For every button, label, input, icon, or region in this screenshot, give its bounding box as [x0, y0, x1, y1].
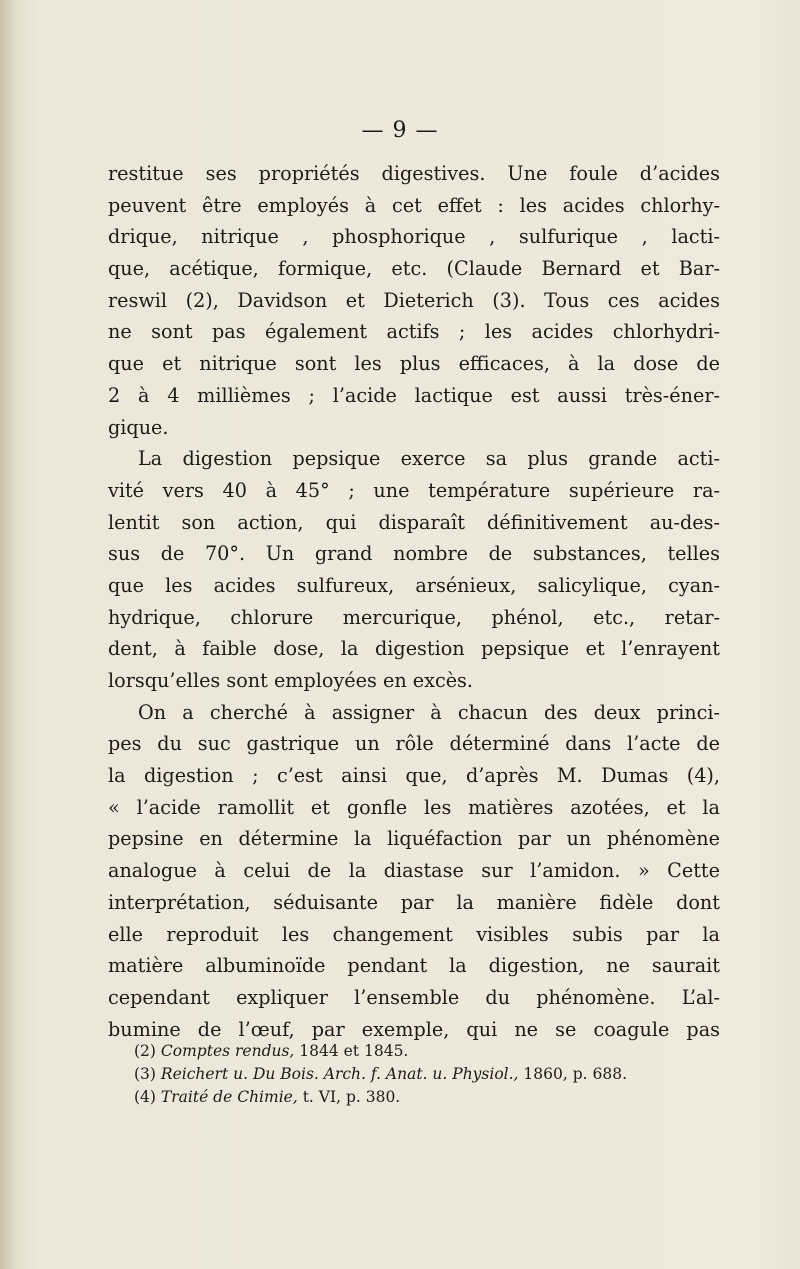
text-line: dent, à faible dose, la digestion pepsique et l’enrayent [108, 637, 720, 661]
text-line: la digestion ; c’est ainsi que, d’après M. Dumas (4), [108, 764, 720, 788]
text-line: drique, nitrique , phosphorique , sulfurique , lacti- [108, 225, 720, 249]
text-line: 2 à 4 millièmes ; l’acide lactique est aussi très-éner- [108, 383, 720, 407]
text-line: pepsine en détermine la liquéfaction par un phénomène [108, 827, 720, 851]
text-line: vité vers 40 à 45° ; une température supérieure ra- [108, 478, 720, 502]
text-line: gique. [108, 415, 169, 439]
text-line: ne sont pas également actifs ; les acides chlorhydri- [108, 320, 720, 344]
text-line: « l’acide ramollit et gonfle les matières azotées, et la [108, 795, 720, 819]
footnote-reference: 1844 et 1845. [294, 1042, 409, 1060]
text-line: elle reproduit les changement visibles subis par la [108, 922, 720, 946]
text-line: sus de 70°. Un grand nombre de substances, telles [108, 542, 720, 566]
body-text [108, 158, 720, 1045]
text-line: analogue à celui de la diastase sur l’amidon. » Cette [108, 859, 720, 883]
text-line: reswil (2), Davidson et Dieterich (3). Tous ces acides [108, 288, 720, 312]
footnote [134, 1063, 754, 1086]
footnote [134, 1086, 754, 1109]
footnote-number: (3) [134, 1065, 156, 1083]
text-line: interprétation, séduisante par la manière fidèle dont [108, 890, 720, 914]
footnote [134, 1040, 754, 1063]
text-line: restitue ses propriétés digestives. Une foule d’acides [108, 162, 720, 185]
footnotes [134, 1040, 754, 1109]
footnote-title: Traité de Chimie, [160, 1088, 298, 1106]
footnote-title: Reichert u. Du Bois. Arch. f. Anat. u. Physiol., [160, 1065, 519, 1083]
text-line: On a cherché à assigner à chacun des deux princi- [138, 700, 720, 724]
text-line: hydrique, chlorure mercurique, phénol, etc., retar- [108, 605, 720, 629]
footnote-reference: 1860, p. 688. [518, 1065, 628, 1083]
text-line: cependant expliquer l’ensemble du phénomène. L’al- [108, 985, 720, 1009]
page-spine-shadow [0, 0, 14, 1269]
footnote-reference: t. VI, p. 380. [297, 1088, 401, 1106]
text-line: lorsqu’elles sont employées en excès. [108, 669, 473, 692]
text-line: bumine de l’œuf, par exemple, qui ne se coagule pas [108, 1017, 720, 1041]
text-line: matière albuminoïde pendant la digestion, ne saurait [108, 954, 720, 978]
text-line: que les acides sulfureux, arsénieux, salicylique, cyan- [108, 573, 720, 597]
text-line: que et nitrique sont les plus efficaces, à la dose de [108, 352, 720, 376]
footnote-number: (4) [134, 1088, 156, 1106]
text-line: peuvent être employés à cet effet : les acides chlorhy- [108, 193, 720, 217]
text-line: que, acétique, formique, etc. (Claude Bernard et Bar- [108, 257, 720, 281]
text-line: pes du suc gastrique un rôle déterminé dans l’acte de [108, 732, 720, 756]
text-line: lentit son action, qui disparaît définitivement au-des- [108, 510, 720, 534]
footnote-title: Comptes rendus, [160, 1042, 295, 1060]
text-line: La digestion pepsique exerce sa plus grande acti- [138, 447, 720, 471]
footnote-number: (2) [134, 1042, 156, 1060]
page-number: — 9 — [361, 118, 439, 143]
